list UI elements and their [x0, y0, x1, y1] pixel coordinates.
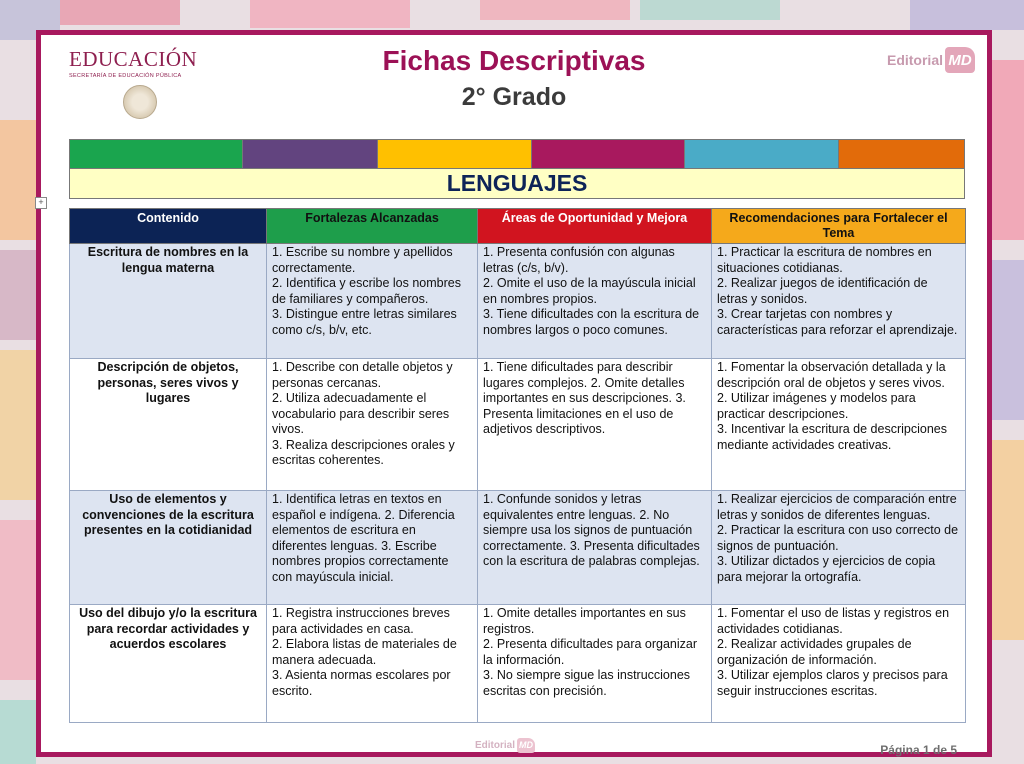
cell-line: 1. Describe con detalle objetos y personas cercanas. — [272, 360, 453, 390]
stripe-green — [70, 140, 243, 168]
cell-line: 3. Utilizar ejemplos claros y precisos para seguir instrucciones escritas. — [717, 668, 948, 698]
cell-line: 3. Utilizar dictados y ejercicios de copia para mejorar la ortografía. — [717, 554, 936, 584]
cell-fortalezas — [267, 491, 478, 605]
cell-contenido — [70, 359, 267, 491]
document-page — [36, 30, 992, 757]
cell-line: 1. Tiene dificultades para describir lugares complejos. 2. Omite detalles importantes en sus descripciones. 3. Presenta limitaciones en el uso de adjetivos descriptivos. — [483, 360, 686, 436]
cell-areas — [478, 244, 712, 359]
header-areas: Áreas de Oportunidad y Mejora — [478, 209, 712, 244]
table-row — [70, 244, 966, 359]
cell-line: 3. Incentivar la escritura de descripciones mediante actividades creativas. — [717, 422, 947, 452]
cell-contenido — [70, 244, 267, 359]
cell-line: 1. Identifica letras en textos en español e indígena. 2. Diferencia elementos de escritura en diferentes lenguas. 3. Escribe nombres propios correctamente con mayúscula inicial. — [272, 492, 455, 584]
cell-contenido — [70, 491, 267, 605]
cell-recomendaciones — [712, 491, 966, 605]
table-row — [70, 605, 966, 723]
cell-line: 3. Tiene dificultades con la escritura de nombres largos o poco comunes. — [483, 307, 700, 337]
editorial-logo — [887, 47, 975, 73]
cell-recomendaciones — [712, 605, 966, 723]
section-title: LENGUAJES — [69, 169, 965, 199]
cell-line: 2. Realizar juegos de identificación de letras y sonidos. — [717, 276, 928, 306]
table-row — [70, 491, 966, 605]
sep-subtitle: SECRETARÍA DE EDUCACIÓN PÚBLICA — [69, 73, 182, 79]
cell-line: 3. Asienta normas escolares por escrito. — [272, 668, 451, 698]
cell-line: 2. Utiliza adecuadamente el vocabulario para describir seres vivos. — [272, 391, 450, 436]
cell-line: Uso del dibujo y/o la escritura para recordar actividades y acuerdos escolares — [79, 606, 257, 651]
descriptive-table — [69, 208, 966, 723]
cell-recomendaciones — [712, 244, 966, 359]
cell-line: 3. Crear tarjetas con nombres y características para reforzar el aprendizaje. — [717, 307, 958, 337]
cell-areas — [478, 491, 712, 605]
cell-line: Escritura de nombres en la lengua materna — [87, 245, 249, 275]
cell-fortalezas — [267, 244, 478, 359]
cell-areas — [478, 359, 712, 491]
cell-areas — [478, 605, 712, 723]
grade-title: 2° Grado — [461, 83, 567, 111]
cell-fortalezas — [267, 359, 478, 491]
editorial-logo-text: Editorial — [886, 52, 943, 68]
footer-logo-text: Editorial — [475, 740, 516, 751]
stripe-orange — [839, 140, 964, 168]
stripe-blue — [685, 140, 839, 168]
document-titles — [41, 45, 987, 112]
cell-line: 2. Presenta dificultades para organizar la información. — [483, 637, 698, 667]
cell-contenido — [70, 605, 267, 723]
table-move-handle-icon[interactable]: + — [35, 197, 47, 209]
cell-line: 3. Realiza descripciones orales y escritas coherentes. — [272, 437, 455, 467]
page-title: Fichas Descriptivas — [382, 45, 646, 76]
cell-line: 3. No siempre sigue las instrucciones escritas con precisión. — [483, 668, 691, 698]
cell-line: 1. Fomentar la observación detallada y la descripción oral de objetos y seres vivos. — [717, 360, 946, 390]
footer-badge-icon: MD — [517, 738, 535, 753]
cell-recomendaciones — [712, 359, 966, 491]
stripe-magenta — [532, 140, 685, 168]
color-stripes — [69, 139, 965, 169]
cell-line: 2. Omite el uso de la mayúscula inicial en nombres propios. — [483, 276, 696, 306]
cell-line: 1. Practicar la escritura de nombres en situaciones cotidianas. — [717, 245, 932, 275]
header-recomendaciones: Recomendaciones para Fortalecer el Tema — [712, 209, 966, 244]
page-number: Página 1 de 5 — [880, 743, 957, 757]
cell-line: 1. Escribe su nombre y apellidos correctamente. — [272, 245, 453, 275]
cell-line: 2. Identifica y escribe los nombres de familiares y compañeros. — [272, 276, 461, 306]
stripe-yellow — [378, 140, 532, 168]
cell-line: 1. Realizar ejercicios de comparación entre letras y sonidos de diferentes lenguas. — [717, 492, 957, 522]
cell-line: 1. Registra instrucciones breves para actividades en casa. — [272, 606, 450, 636]
footer-editorial-logo — [475, 738, 535, 753]
sep-title: EDUCACIÓN — [69, 47, 198, 71]
header-fortalezas: Fortalezas Alcanzadas — [267, 209, 478, 244]
stripe-purple — [243, 140, 378, 168]
table-header-row — [70, 209, 966, 244]
cell-line: 2. Practicar la escritura con uso correcto de signos de puntuación. — [717, 523, 959, 553]
cell-line: 2. Utilizar imágenes y modelos para practicar descripciones. — [717, 391, 916, 421]
table-row — [70, 359, 966, 491]
cell-line: 3. Distingue entre letras similares como c/s, b/v, etc. — [272, 307, 457, 337]
cell-line: 1. Omite detalles importantes en sus registros. — [483, 606, 686, 636]
cell-fortalezas — [267, 605, 478, 723]
cell-line: 2. Elabora listas de materiales de manera adecuada. — [272, 637, 457, 667]
cell-line: 1. Fomentar el uso de listas y registros en actividades cotidianas. — [717, 606, 950, 636]
cell-line: 2. Realizar actividades grupales de organización de información. — [717, 637, 912, 667]
editorial-badge-icon: MD — [945, 47, 975, 73]
cell-line: 1. Confunde sonidos y letras equivalentes entre lenguas. 2. No siempre usa los signos de puntuación correctamente. 3. Presenta dificultades con la escritura de palabras complejas. — [483, 492, 700, 568]
cell-line: Uso de elementos y convenciones de la escritura presentes en la cotidianidad — [82, 492, 254, 537]
header-contenido: Contenido — [70, 209, 267, 244]
cell-line: Descripción de objetos, personas, seres vivos y lugares — [97, 360, 239, 405]
cell-line: 1. Presenta confusión con algunas letras (c/s, b/v). — [483, 245, 675, 275]
